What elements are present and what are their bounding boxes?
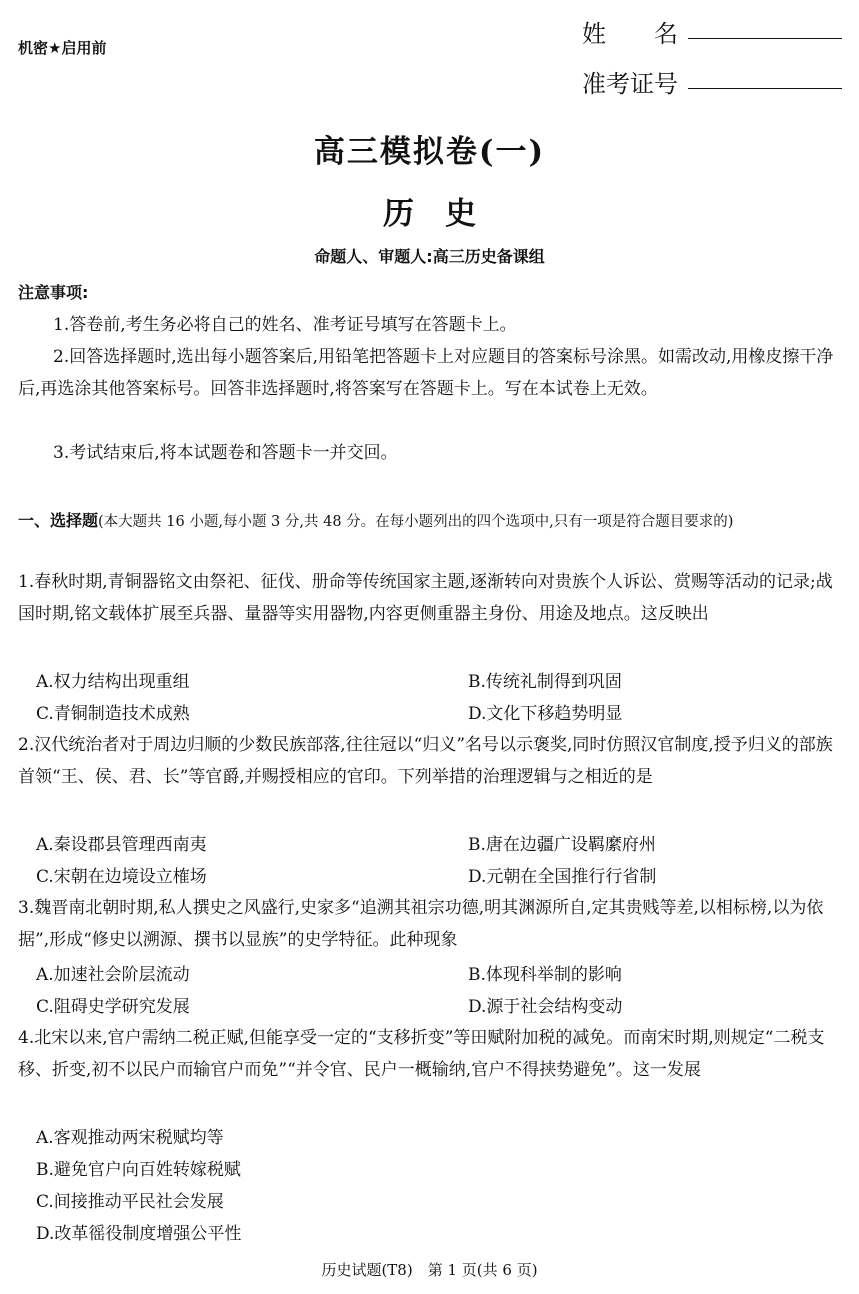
question-3-option-a: A.加速社会阶层流动 [36,965,190,985]
section-instructions: (本大题共 16 小题,每小题 3 分,共 48 分。在每小题列出的四个选项中,只有一项是符合题目要求的) [98,514,734,530]
question-4-option-a: A.客观推动两宋税赋均等 [36,1128,224,1148]
question-2-option-c: C.宋朝在边境设立榷场 [36,867,207,887]
question-2-stem: 2.汉代统治者对于周边归顺的少数民族部落,往往冠以“归义”名号以示褒奖,同时仿照汉官制度,授予归义的部族首领“王、侯、君、长”等官爵,并赐授相应的官印。下列举措的治理逻辑与之相近的是 [18,735,833,787]
subject-title: 历 史 [383,196,476,232]
notice-item-3: 3.考试结束后,将本试题卷和答题卡一并交回。 [53,443,398,463]
question-3-option-b: B.体现科举制的影响 [468,965,622,985]
authors-line: 命题人、审题人:高三历史备课组 [314,247,545,266]
name-field [582,14,678,49]
exam-title: 高三模拟卷(一) [313,134,546,170]
name-blank-line [688,38,842,39]
exam-id-field [582,64,678,99]
question-1-option-d: D.文化下移趋势明显 [468,704,623,724]
question-3-option-d: D.源于社会结构变动 [468,997,623,1017]
section-title: 一、选择题 [18,511,99,530]
question-4-option-c: C.间接推动平民社会发展 [36,1192,224,1212]
notice-item-2: 2.回答选择题时,选出每小题答案后,用铅笔把答题卡上对应题目的答案标号涂黑。如需改动,用橡皮擦干净后,再选涂其他答案标号。回答非选择题时,将答案写在答题卡上。写在本试卷上无效。 [18,347,834,399]
question-3-option-c: C.阻碍史学研究发展 [36,997,190,1017]
notice-item-1: 1.答卷前,考生务必将自己的姓名、准考证号填写在答题卡上。 [53,315,517,335]
question-2-option-d: D.元朝在全国推行行省制 [468,867,657,887]
page-footer: 历史试题(T8) 第 1 页(共 6 页) [321,1261,538,1279]
question-4-option-d: D.改革徭役制度增强公平性 [36,1224,242,1244]
question-1-stem: 1.春秋时期,青铜器铭文由祭祀、征伐、册命等传统国家主题,逐渐转向对贵族个人诉讼、赏赐等活动的记录;战国时期,铭文载体扩展至兵器、量器等实用器物,内容更侧重器主身份、用途及地点。这反映出 [18,572,833,624]
question-2-option-a: A.秦设郡县管理西南夷 [36,835,207,855]
question-2-option-b: B.唐在边疆广设羁縻府州 [468,835,656,855]
question-4-stem: 4.北宋以来,官户需纳二税正赋,但能享受一定的“支移折变”等田赋附加税的减免。而南宋时期,则规定“二税支移、折变,初不以民户而输官户而免”“并令官、民户一概输纳,官户不得挟势避免”。这一发展 [18,1028,825,1080]
exam-id-blank-line [688,88,842,89]
question-1-option-c: C.青铜制造技术成熟 [36,704,190,724]
section-heading [18,505,848,538]
confidential-label: 机密★启用前 [18,39,107,57]
question-4-option-b: B.避免官户向百姓转嫁税赋 [36,1160,241,1180]
question-3-stem: 3.魏晋南北朝时期,私人撰史之风盛行,史家多“追溯其祖宗功德,明其渊源所自,定其贵贱等差,以相标榜,以为依据”,形成“修史以溯源、撰书以显族”的史学特征。此种现象 [18,898,824,950]
question-1-option-b: B.传统礼制得到巩固 [468,672,622,692]
question-1-option-a: A.权力结构出现重组 [36,672,190,692]
exam-id-label: 准考证号 [582,70,678,98]
name-label: 姓 名 [582,20,678,48]
notice-heading: 注意事项: [18,283,89,302]
